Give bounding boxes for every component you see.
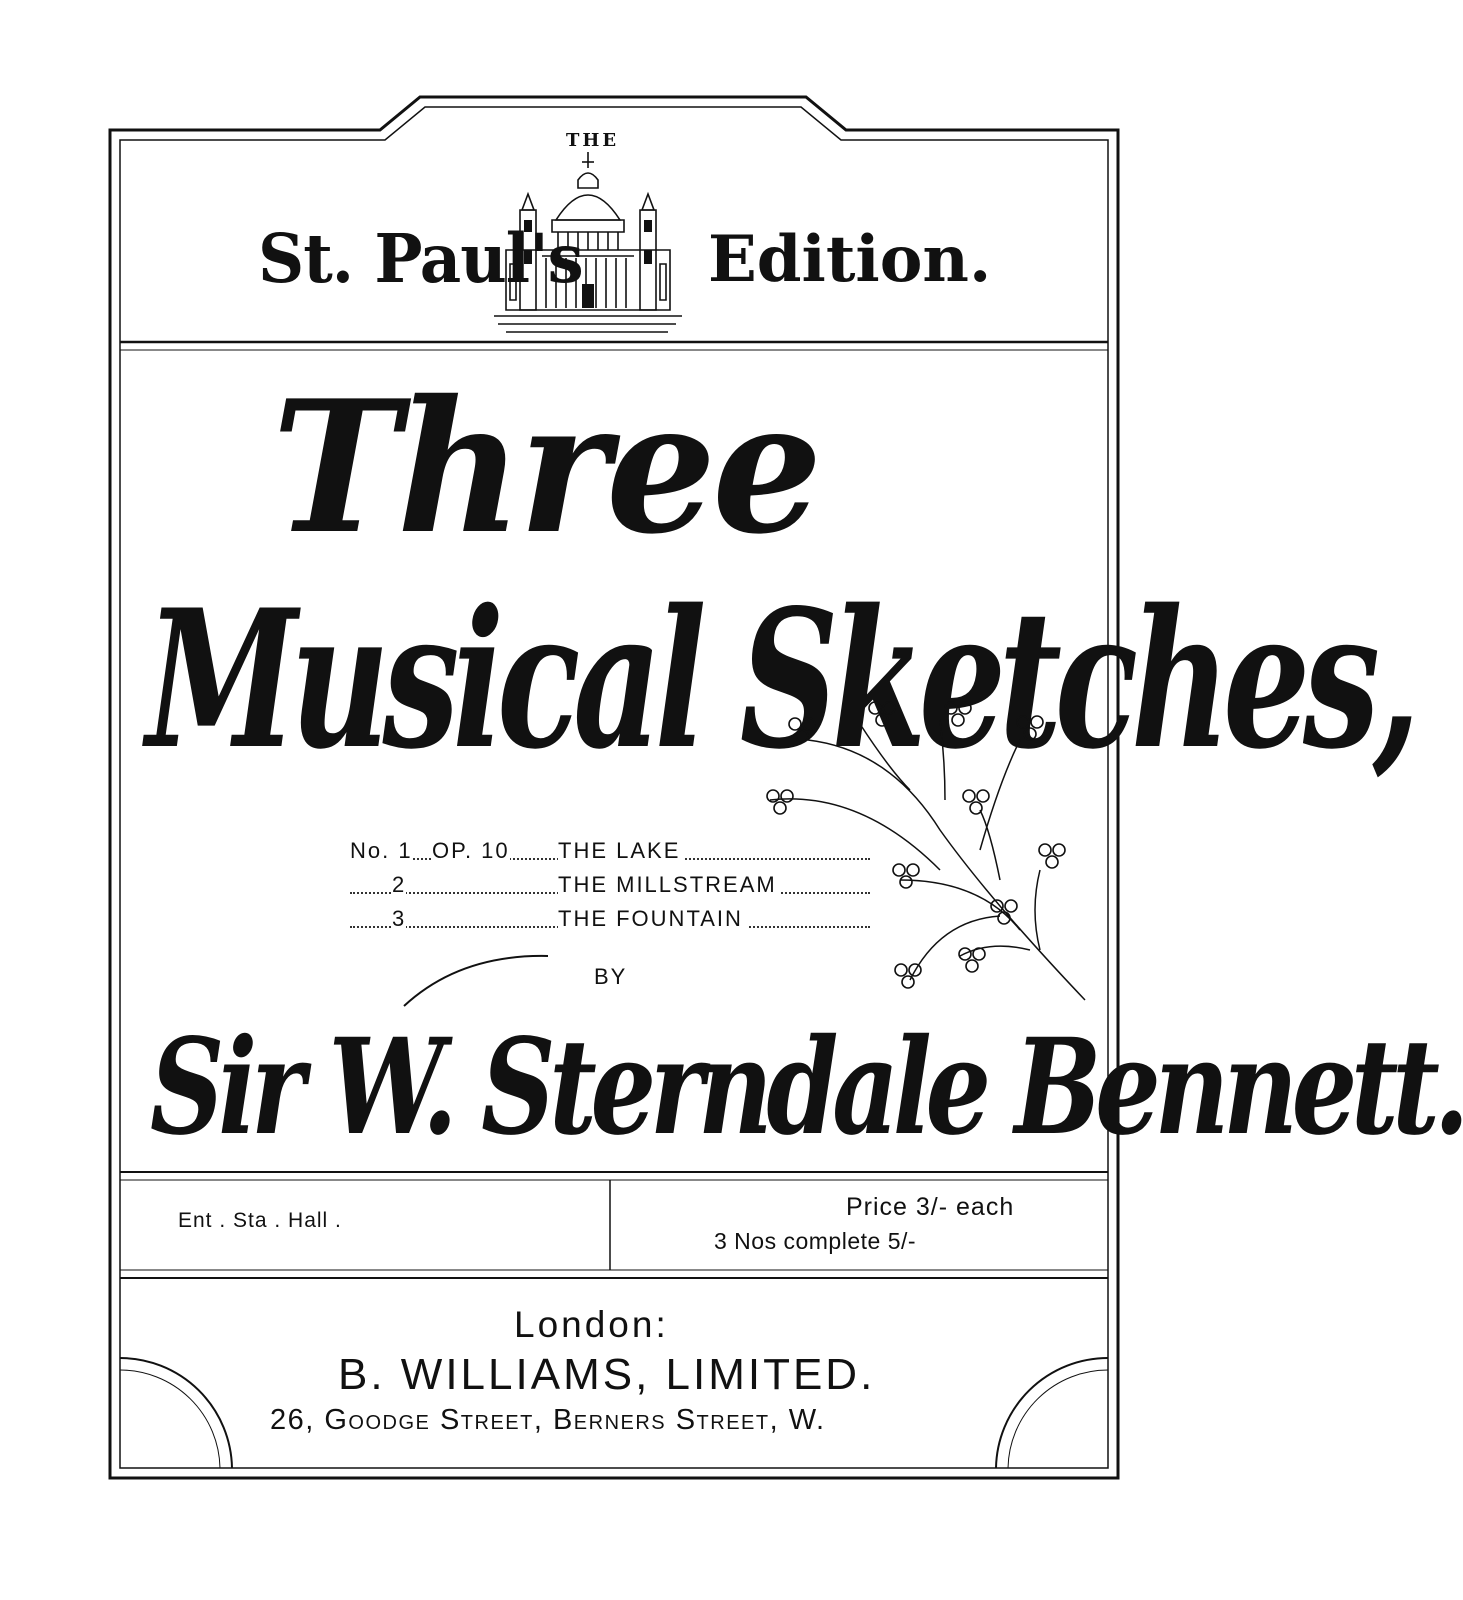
- price-complete: 3 Nos complete 5/-: [714, 1228, 917, 1254]
- title-line-2: Musical Sketches,: [146, 568, 1414, 791]
- publisher-city: London:: [514, 1304, 669, 1345]
- item-number: 2: [392, 872, 407, 897]
- publisher-name: B. WILLIAMS, LIMITED.: [338, 1350, 876, 1399]
- edition-name-left: St. Paul's: [258, 220, 583, 299]
- item-number: No. 1: [350, 838, 413, 863]
- item-title: THE MILLSTREAM: [558, 872, 781, 898]
- list-item: [350, 838, 870, 868]
- by-label: BY: [594, 964, 628, 989]
- corner-arc-left: [120, 1358, 232, 1468]
- list-item: [350, 906, 870, 936]
- edition-name-right: Edition.: [708, 222, 992, 297]
- flourish-icon: [400, 950, 550, 1010]
- list-item: [350, 872, 870, 902]
- item-title: THE FOUNTAIN: [558, 906, 747, 932]
- title-line-1: Three: [272, 360, 819, 574]
- item-opus: OP. 10: [432, 838, 510, 863]
- item-number: 3: [392, 906, 407, 931]
- the-label: THE: [566, 130, 620, 151]
- composer-name: Sir W. Sterndale Bennett.: [150, 1010, 1463, 1165]
- item-title: THE LAKE: [558, 838, 684, 864]
- entry-note: Ent . Sta . Hall .: [178, 1209, 342, 1232]
- price-each: Price 3/- each: [846, 1193, 1015, 1221]
- publisher-address: 26, Goodge Street, Berners Street, W.: [270, 1404, 826, 1436]
- corner-arc-right: [996, 1358, 1108, 1468]
